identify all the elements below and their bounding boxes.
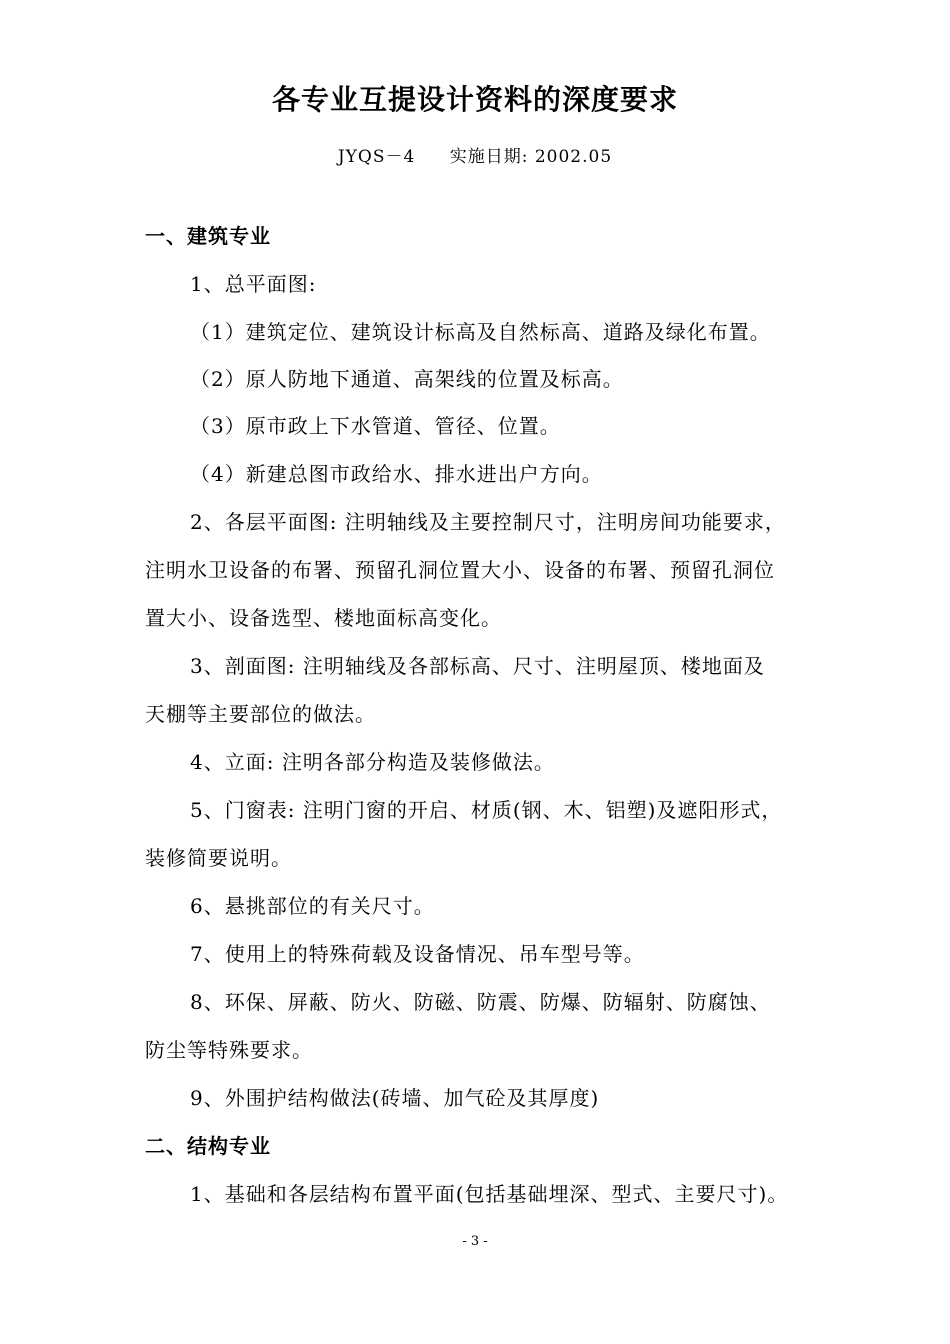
page-number: - 3 -: [462, 1234, 488, 1249]
paragraph-line: 注明水卫设备的布署、预留孔洞位置大小、设备的布署、预留孔洞位: [145, 558, 775, 582]
document-title: 各专业互提设计资料的深度要求: [271, 83, 678, 116]
paragraph-line: （3）原市政上下水管道、管径、位置。: [190, 414, 561, 438]
paragraph-line: 6、悬挑部位的有关尺寸。: [190, 894, 435, 918]
paragraph-line: 1、基础和各层结构布置平面(包括基础埋深、型式、主要尺寸)。: [190, 1182, 789, 1206]
paragraph-line: 9、外围护结构做法(砖墙、加气砼及其厚度): [190, 1086, 600, 1110]
paragraph-line: 置大小、设备选型、楼地面标高变化。: [145, 606, 502, 630]
document-subtitle: [0, 142, 950, 172]
paragraph-line: 7、使用上的特殊荷载及设备情况、吊车型号等。: [190, 942, 645, 966]
paragraph-line: （1）建筑定位、建筑设计标高及自然标高、道路及绿化布置。: [190, 320, 771, 344]
paragraph-line: 装修简要说明。: [145, 846, 292, 870]
section-heading-architecture: 一、建筑专业: [145, 224, 271, 248]
section-heading-structure: 二、结构专业: [145, 1134, 271, 1158]
paragraph-line: 8、环保、屏蔽、防火、防磁、防震、防爆、防辐射、防腐蚀、: [190, 990, 771, 1014]
paragraph-line: （2）原人防地下通道、高架线的位置及标高。: [190, 367, 624, 391]
paragraph-line: 2、各层平面图: 注明轴线及主要控制尺寸，注明房间功能要求，: [190, 510, 786, 534]
paragraph-line: 1、总平面图:: [190, 272, 317, 296]
effective-date: 实施日期: 2002.05: [449, 147, 613, 167]
paragraph-line: （4）新建总图市政给水、排水进出户方向。: [190, 462, 603, 486]
paragraph-line: 防尘等特殊要求。: [145, 1038, 313, 1062]
paragraph-line: 4、立面: 注明各部分构造及装修做法。: [190, 750, 555, 774]
paragraph-line: 3、剖面图: 注明轴线及各部标高、尺寸、注明屋顶、楼地面及: [190, 654, 765, 678]
paragraph-line: 天棚等主要部位的做法。: [145, 702, 376, 726]
document-code: JYQS－4: [337, 147, 416, 167]
paragraph-line: 5、门窗表: 注明门窗的开启、材质(钢、木、铝塑)及遮阳形式，: [190, 798, 783, 822]
